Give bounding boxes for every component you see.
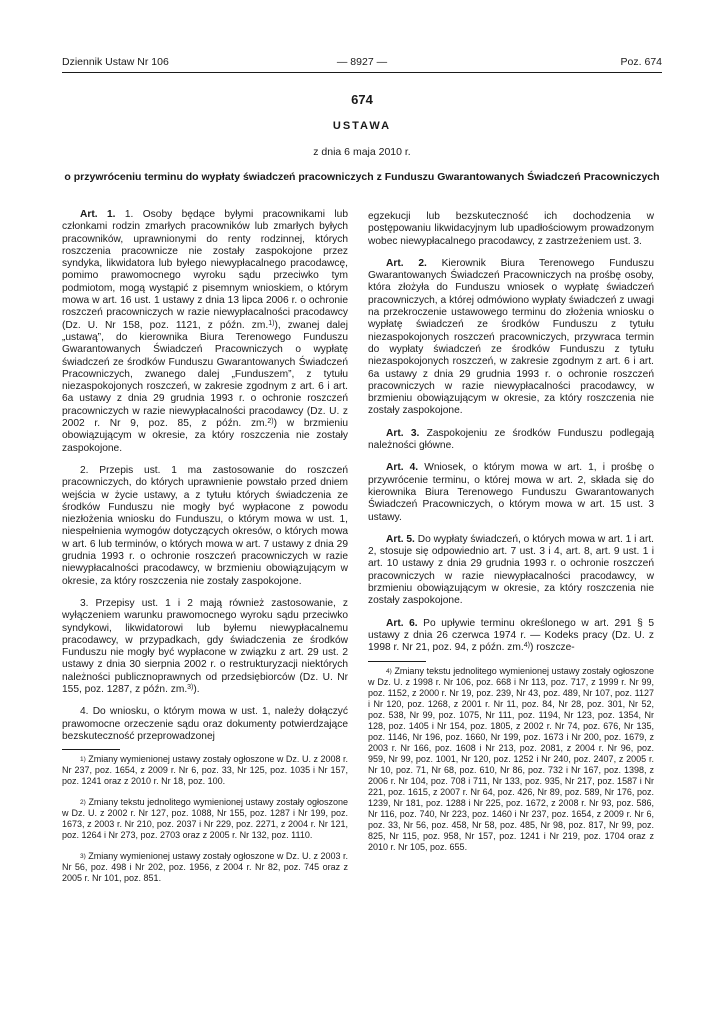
art3: Art. 3. Zaspokojeniu ze środków Funduszu podlegają należności główne. — [368, 427, 654, 452]
art1-para3: 3. Przepisy ust. 1 i 2 mają również zastosowanie, z wyłączeniem warunku prawomocnego wyroku sądu przeciwko syndykowi, likwidatorowi lub byłemu niewypłacalnemu pracodawcy, w przypadkach, gdy świadczenia ze środków Funduszu nie mogły być wypłacone w związku z art. 29 ust. 2 ustawy z dnia 30 sierpnia 2002 r. o restrukturyzacji niektórych należności publicznoprawnych od przedsiębiorców (Dz. U. Nr 155, poz. 1287, z późn. zm.$^{3)}$). — [62, 597, 348, 695]
position-number: Poz. 674 — [620, 56, 662, 68]
page-number: — 8927 — — [336, 56, 388, 68]
act-type: USTAWA — [332, 120, 392, 132]
footnote-ref-2: 2) — [267, 418, 274, 426]
footnote-rule-right — [368, 661, 426, 662]
footnote-4: $^{4)}$ Zmiany tekstu jednolitego wymienionej ustawy zostały ogłoszone w Dz. U. z 1998 r. Nr 106, poz. 668 i Nr 113, poz. 717, z 1999 r. Nr 99, poz. 1152, z 2000 r. Nr 19, poz. 239, Nr 43, poz. 489, Nr 107, poz. 1127 i Nr 120, poz. 1268, z 2001 r. Nr 11, poz. 84, Nr 28, poz. 301, Nr 52, poz. 538, Nr 99, poz. 1075, Nr 111, poz. 1194, Nr 123, poz. 1354, Nr 128, poz. 1405 i Nr 154, poz. 1805, z 2002 r. Nr 74, poz. 676, Nr 135, poz. 1146, Nr 196, poz. 1660, Nr 199, poz. 1673 i Nr 200, poz. 1679, z 2003 r. Nr 166, poz. 1608 i Nr 213, poz. 2081, z 2004 r. Nr 96, poz. 959, Nr 99, poz. 1001, Nr 120, poz. 1252 i Nr 240, poz. 2407, z 2005 r. Nr 10, poz. 71, Nr 68, poz. 610, Nr 86, poz. 732 i Nr 167, poz. 1398, z 2006 r. Nr 104, poz. 708 i 711, Nr 133, poz. 935, Nr 217, poz. 1587 i Nr 221, poz. 1615, z 2007 r. Nr 64, poz. 426, Nr 89, poz. 589, Nr 176, poz. 1239, Nr 181, poz. 1288 i Nr 225, poz. 1672, z 2008 r. Nr 93, poz. 586, Nr 116, poz. 740, Nr 223, poz. 1460 i Nr 237, poz. 1654, z 2009 r. Nr 6, poz. 33, Nr 56, poz. 458, Nr 58, poz. 485, Nr 98, poz. 817, Nr 99, poz. 825, Nr 115, poz. 958, Nr 157, poz. 1241 i Nr 219, poz. 1704 oraz z 2010 r. Nr 105, poz. 655. — [368, 665, 654, 852]
art1-para1: Art. 1. 1. Osoby będące byłymi pracownikami lub członkami rodzin zmarłych pracowników lub zmarłych byłych pracowników, uprawnionymi do renty rodzinnej, których roszczenia pracownicze nie zostały zaspokojone przez syndyka, likwidatora lub byłego niewypłacalnego pracodawcę, pomimo prawomocnego wyroku sądu przeciwko tym podmiotom, mogą wystąpić z pisemnym wnioskiem, o którym mowa w art. 16 ust. 1 ustawy z dnia 13 lipca 2006 r. o ochronie roszczeń pracowniczych w razie niewypłacalności pracodawcy (Dz. U. Nr 158, poz. 1121, z późn. zm.$^{1)}$), zwanej dalej „ustawą”, do kierownika Biura Terenowego Funduszu Gwarantowanych Świadczeń Pracowniczych o wypłatę świadczeń ze środków Funduszu Gwarantowanych Świadczeń Pracowniczych, zwanego dalej „Funduszem”, z tytułu niezaspokojonych roszczeń, w zakresie zgodnym z art. 6 i art. 6a ustawy z dnia 29 grudnia 1993 r. o ochronie roszczeń pracowniczych w razie niewypłacalności pracodawcy (Dz. U. z 2002 r. Nr 9, poz. 85, z późn. zm.$^{2)}$) w brzmieniu obowiązującym w okresie, za który roszczenia nie zostały zaspokojone. — [62, 209, 348, 454]
act-number: 674 — [351, 92, 373, 107]
art4: Art. 4. Wniosek, o którym mowa w art. 1, i prośbę o przywrócenie terminu, o której mowa w art. 2, składa się do kierownika Biura Terenowego Funduszu Gwarantowanych Świadczeń Pracowniczych, o którym mowa w art. 15 ust. 3 ustawy. — [368, 462, 654, 523]
art5: Art. 5. Do wypłaty świadczeń, o których mowa w art. 1 i art. 2, stosuje się odpowiednio art. 7 ust. 3 i 4, art. 8, art. 9 ust. 1 i art. 10 ustawy z dnia 29 grudnia 1993 r. o ochronie roszczeń pracowniczych w razie niewypłacalności pracodawcy, w brzmieniu obowiązującym w okresie, za który roszczenia nie zostały zaspokojone. — [368, 533, 654, 607]
act-title: o przywróceniu terminu do wypłaty świadczeń pracowniczych z Funduszu Gwarantowanych Świadczeń Pracowniczych — [64, 171, 660, 183]
footnote-ref-3: 3) — [187, 683, 194, 691]
art1-label: Art. 1. — [80, 209, 116, 220]
art6-label: Art. 6. — [386, 617, 418, 629]
art6: Art. 6. Po upływie terminu określonego w art. 291 § 5 ustawy z dnia 26 czerwca 1974 r. — Kodeks pracy (Dz. U. z 1998 r. Nr 21, poz. 94, z późn. zm.$^{4)}$) roszcze- — [368, 617, 654, 654]
footnote-3: $^{3)}$ Zmiany wymienionej ustawy zostały ogłoszone w Dz. U. z 2003 r. Nr 56, poz. 498 i Nr 202, poz. 1956, z 2004 r. Nr 82, poz. 745 oraz z 2005 r. Nr 101, poz. 851. — [62, 851, 348, 884]
art4-label: Art. 4. — [386, 462, 419, 474]
art1-para2: 2. Przepis ust. 1 ma zastosowanie do roszczeń pracowniczych, do których uprawnienie powstało przed dniem wejścia w życie ustawy, a z tytułu których świadczenia ze środków Funduszu nie mogły być wypłacone z powodu niezłożenia wniosku do Funduszu, o którym mowa w ust. 1, niespełnienia wymogów dotyczących okresów, o których mowa w art. 6 lub terminów, o których mowa w art. 7 ustawy z dnia 29 grudnia 1993 r. o ochronie roszczeń pracowniczych w razie niewypłacalności pracodawcy, w brzmieniu obowiązującym w okresie, za który roszczenia nie zostały zaspokojone. — [62, 464, 348, 587]
footnote-ref-1: 1) — [268, 319, 275, 327]
art3-label: Art. 3. — [386, 427, 420, 439]
footnote-rule — [62, 749, 120, 750]
art1-para4: 4. Do wniosku, o którym mowa w ust. 1, należy dołączyć prawomocne orzeczenie sądu oraz dokumenty potwierdzające bezskuteczność przeprowadzonej — [62, 706, 348, 742]
left-column — [62, 209, 348, 894]
art2-label: Art. 2. — [386, 257, 427, 269]
header-rule — [62, 72, 662, 73]
act-date: z dnia 6 maja 2010 r. — [313, 146, 411, 158]
journal-name: Dziennik Ustaw Nr 106 — [62, 56, 169, 68]
footnote-1: $^{1)}$ Zmiany wymienionej ustawy zostały ogłoszone w Dz. U. z 2008 r. Nr 237, poz. 1654, z 2009 r. Nr 6, poz. 33, Nr 125, poz. 1035 i Nr 157, poz. 1241 oraz z 2010 r. Nr 18, poz. 100. — [62, 754, 348, 787]
footnote-ref-4: 4) — [523, 642, 530, 650]
footnote-2: $^{2)}$ Zmiany tekstu jednolitego wymienionej ustawy zostały ogłoszone w Dz. U. z 2002 r. Nr 127, poz. 1088, Nr 155, poz. 1287 i Nr 199, poz. 1673, z 2003 r. Nr 210, poz. 2037 i Nr 229, poz. 2271, z 2004 r. Nr 121, poz. 1264 i Nr 273, poz. 2703 oraz z 2005 r. Nr 132, poz. 1110. — [62, 797, 348, 841]
art1-para4-continued: egzekucji lub bezskuteczność ich dochodzenia w postępowaniu likwidacyjnym lub upadłościowym prowadzonym wobec niewypłacalnego pracodawcy, z zastrzeżeniem ust. 3. — [368, 211, 654, 247]
right-column — [368, 211, 654, 863]
running-header — [62, 56, 662, 72]
art5-label: Art. 5. — [386, 533, 415, 545]
art2: Art. 2. Kierownik Biura Terenowego Funduszu Gwarantowanych Świadczeń Pracowniczych na prośbę osoby, która złożyła do Funduszu wniosek o wypłatę świadczeń pracowniczych, a której odmówiono wypłaty świadczeń z uwagi na przekroczenie ustawowego terminu do złożenia wniosku o wypłatę świadczeń ze środków Funduszu z tytułu niezaspokojonych roszczeń pracowniczych, przywraca termin do wypłaty świadczeń ze środków Funduszu z tytułu niezaspokojonych roszczeń, w zakresie zgodnym z art. 6 i art. 6a ustawy z dnia 29 grudnia 1993 r. o ochronie roszczeń pracowniczych w razie niewypłacalności pracodawcy, w brzmieniu obowiązującym w okresie, za który roszczenia nie zostały zaspokojone. — [368, 257, 654, 417]
